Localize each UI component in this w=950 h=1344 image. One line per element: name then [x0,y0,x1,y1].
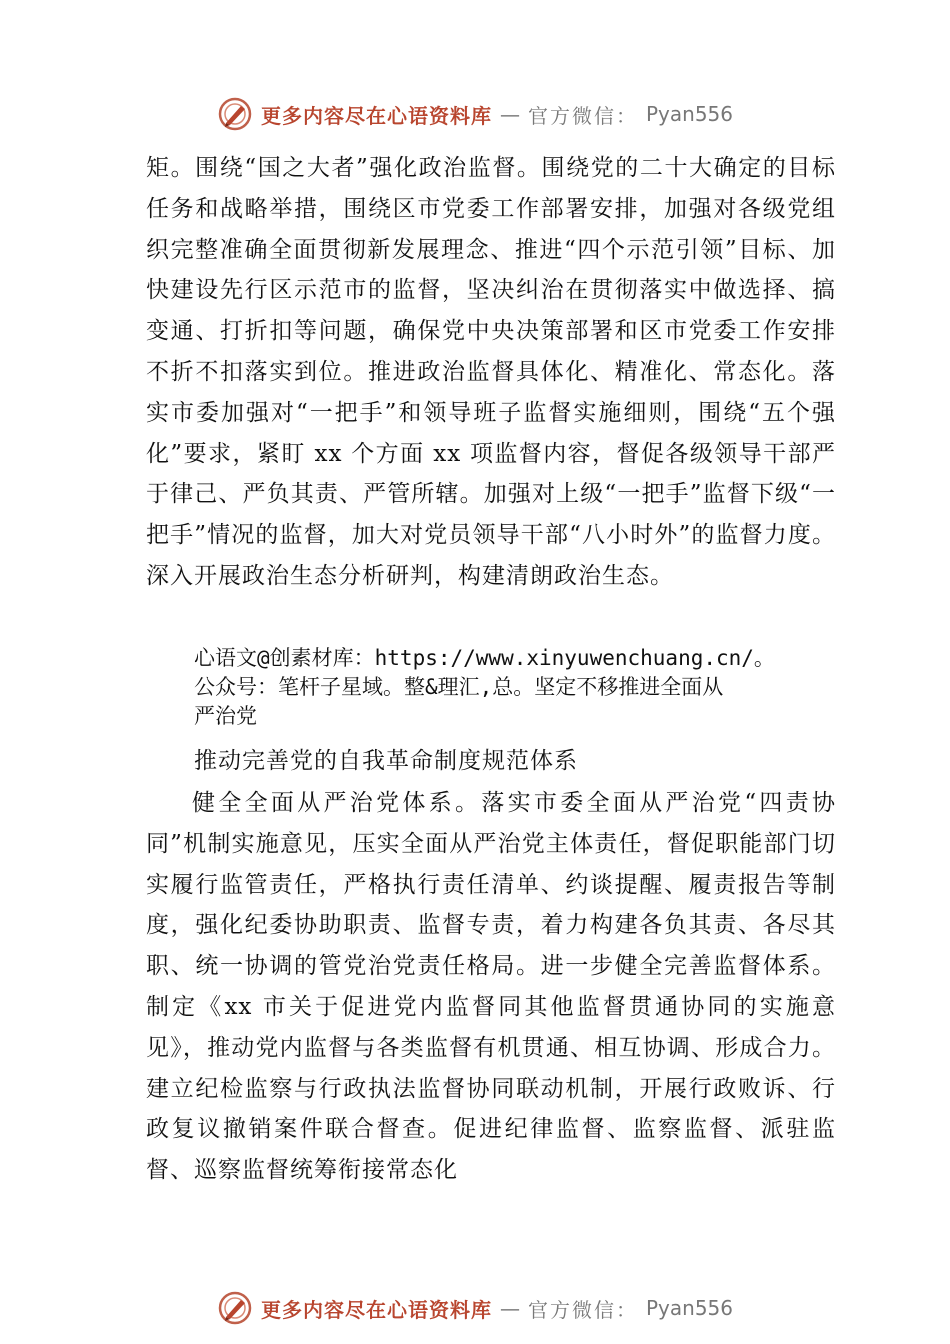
banner-separator: — [499,102,520,126]
source-notice [194,644,839,731]
banner-separator: — [499,1296,520,1320]
body-paragraph-1 [146,148,836,597]
brand-name: 更多内容尽在心语资料库 [260,1297,492,1322]
section-heading: 推动完善党的自我革命制度规范体系 [194,748,578,774]
pen-circle-logo-icon [217,96,253,132]
paragraph-text: 矩。围绕“国之大者”强化政治监督。围绕党的二十大确定的目标任务和战略举措，围绕区市党委工作部署安排，加强对各级党组织完整准确全面贯彻新发展理念、推进“四个示范引领”目标、加快建设先行区示范市的监督，坚决纠治在贯彻落实中做选择、搞变通、打折扣等问题，确保党中央决策部署和区市党委工作安排不折不扣落实到位。推进政治监督具体化、精准化、常态化。落实市委加强对“一把手”和领导班子监督实施细则，围绕“五个强化”要求，紧盯 xx 个方面 xx 项监督内容，督促各级领导干部严于律己、严负其责、严管所辖。加强对上级“一把手”监督下级“一把手”情况的监督，加大对党员领导干部“八小时外”的监督力度。深入开展政治生态分析研判，构建清朗政治生态。 [146,155,836,589]
brand-name: 更多内容尽在心语资料库 [260,103,492,128]
source-line-3: 严治党 [194,704,257,728]
body-paragraph-2 [146,783,836,1191]
source-line-2: 公众号：笔杆子星域。整&理汇,总。坚定不移推进全面从 [194,675,724,699]
header-banner [0,94,950,134]
source-line-1: 心语文@创素材库：https://www.xinyuwenchuang.cn/。 [194,646,775,670]
wechat-id: Pyan556 [645,1296,733,1320]
wechat-label: 官方微信： [527,1297,638,1322]
paragraph-text: 健全全面从严治党体系。落实市委全面从严治党“四责协同”机制实施意见，压实全面从严治党主体责任，督促职能部门切实履行监管责任，严格执行责任清单、约谈提醒、履责报告等制度，强化纪委协助职责、监督专责，着力构建各负其责、各尽其职、统一协调的管党治党责任格局。进一步健全完善监督体系。制定《xx 市关于促进党内监督同其他监督贯通协同的实施意见》，推动党内监督与各类监督有机贯通、相互协调、形成合力。建立纪检监察与行政执法监督协同联动机制，开展行政败诉、行政复议撤销案件联合督查。促进纪律监督、监察监督、派驻监督、巡察监督统筹衔接常态化 [146,790,836,1184]
wechat-label: 官方微信： [527,103,638,128]
footer-banner [0,1288,950,1328]
pen-circle-logo-icon [217,1290,253,1326]
wechat-id: Pyan556 [645,102,733,126]
